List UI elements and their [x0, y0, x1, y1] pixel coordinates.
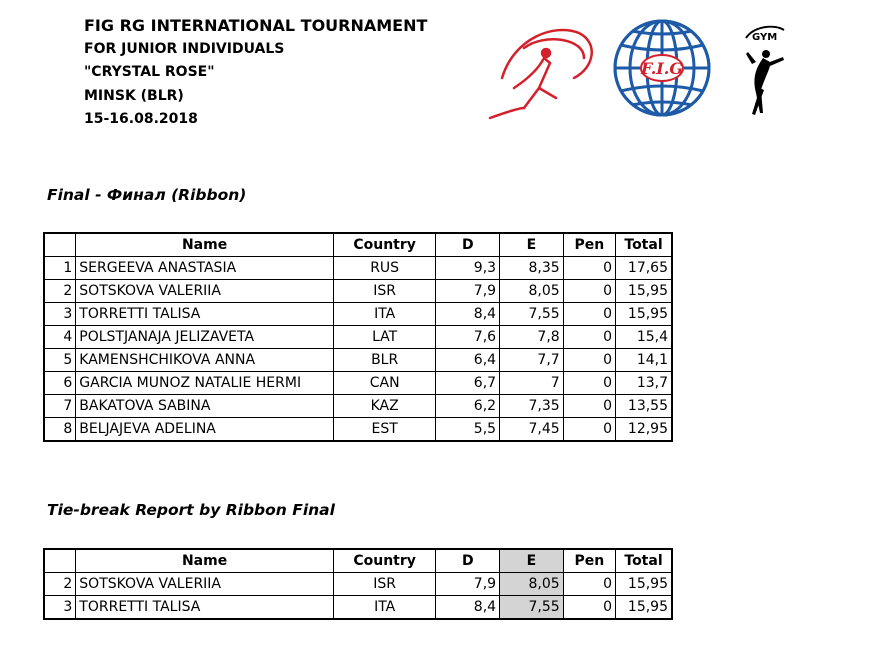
rank-cell: 2 — [44, 573, 76, 596]
tournament-header — [84, 14, 427, 132]
final-title: Final - Финал (Ribbon) — [47, 186, 247, 204]
e-score-cell: 8,35 — [500, 257, 564, 280]
logos — [484, 18, 804, 123]
header-line-1: FIG RG INTERNATIONAL TOURNAMENT — [84, 16, 428, 35]
gym-logo-text: GYM — [752, 32, 778, 43]
table-row — [44, 372, 672, 395]
rank-cell: 6 — [44, 372, 76, 395]
d-score-cell: 9,3 — [436, 257, 500, 280]
country-cell: RUS — [333, 257, 436, 280]
pen-cell: 0 — [563, 372, 615, 395]
pen-cell: 0 — [563, 596, 615, 620]
e-score-cell: 7,35 — [500, 395, 564, 418]
total-cell: 14,1 — [616, 349, 673, 372]
pen-cell: 0 — [563, 326, 615, 349]
col-e-header: E — [500, 233, 564, 257]
e-score-cell: 7,55 — [500, 303, 564, 326]
country-cell: CAN — [333, 372, 436, 395]
header-line-5: 15-16.08.2018 — [84, 111, 198, 127]
ribbon-gymnast-logo — [490, 30, 592, 118]
col-d-header: D — [436, 233, 500, 257]
table-row — [44, 573, 672, 596]
pen-cell: 0 — [563, 257, 615, 280]
country-cell: ITA — [333, 303, 436, 326]
col-e-header: E — [500, 549, 564, 573]
total-cell: 17,65 — [616, 257, 673, 280]
d-score-cell: 7,6 — [436, 326, 500, 349]
d-score-cell: 7,9 — [436, 280, 500, 303]
header-line-3: "CRYSTAL ROSE" — [84, 64, 215, 80]
rank-cell: 1 — [44, 257, 76, 280]
total-cell: 15,95 — [616, 596, 673, 620]
table-row — [44, 257, 672, 280]
rank-cell: 5 — [44, 349, 76, 372]
e-score-cell: 7,55 — [500, 596, 564, 620]
col-rank-header — [44, 233, 76, 257]
pen-cell: 0 — [563, 418, 615, 442]
pen-cell: 0 — [563, 395, 615, 418]
country-cell: ITA — [333, 596, 436, 620]
fig-globe-logo — [615, 21, 709, 115]
d-score-cell: 7,9 — [436, 573, 500, 596]
rank-cell: 7 — [44, 395, 76, 418]
tiebreak-title: Tie-break Report by Ribbon Final — [47, 501, 335, 519]
final-header-row — [44, 233, 672, 257]
col-rank-header — [44, 549, 76, 573]
col-country-header: Country — [333, 549, 436, 573]
d-score-cell: 6,2 — [436, 395, 500, 418]
header-line-2: FOR JUNIOR INDIVIDUALS — [84, 40, 285, 57]
name-cell: TORRETTI TALISA — [76, 303, 334, 326]
d-score-cell: 8,4 — [436, 596, 500, 620]
e-score-cell: 7,45 — [500, 418, 564, 442]
name-cell: BAKATOVA SABINA — [76, 395, 334, 418]
name-cell: GARCIA MUNOZ NATALIE HERMI — [76, 372, 334, 395]
table-row — [44, 596, 672, 620]
tiebreak-table — [43, 548, 673, 620]
total-cell: 15,95 — [616, 573, 673, 596]
country-cell: BLR — [333, 349, 436, 372]
col-pen-header: Pen — [563, 233, 615, 257]
d-score-cell: 6,7 — [436, 372, 500, 395]
final-results-table — [43, 232, 673, 442]
name-cell: SOTSKOVA VALERIIA — [76, 280, 334, 303]
tiebreak-header-row — [44, 549, 672, 573]
country-cell: LAT — [333, 326, 436, 349]
rank-cell: 4 — [44, 326, 76, 349]
e-score-cell: 8,05 — [500, 280, 564, 303]
col-total-header: Total — [616, 233, 673, 257]
d-score-cell: 8,4 — [436, 303, 500, 326]
e-score-cell: 7 — [500, 372, 564, 395]
rank-cell: 2 — [44, 280, 76, 303]
rank-cell: 3 — [44, 303, 76, 326]
d-score-cell: 5,5 — [436, 418, 500, 442]
country-cell: EST — [333, 418, 436, 442]
country-cell: ISR — [333, 280, 436, 303]
table-row — [44, 280, 672, 303]
rank-cell: 8 — [44, 418, 76, 442]
pen-cell: 0 — [563, 349, 615, 372]
total-cell: 15,95 — [616, 280, 673, 303]
table-row — [44, 303, 672, 326]
name-cell: SOTSKOVA VALERIIA — [76, 573, 334, 596]
pen-cell: 0 — [563, 280, 615, 303]
e-score-cell: 8,05 — [500, 573, 564, 596]
name-cell: KAMENSHCHIKOVA ANNA — [76, 349, 334, 372]
e-score-cell: 7,8 — [500, 326, 564, 349]
col-country-header: Country — [333, 233, 436, 257]
rank-cell: 3 — [44, 596, 76, 620]
fig-logo-text: F.I.G — [640, 59, 684, 78]
total-cell: 15,4 — [616, 326, 673, 349]
col-d-header: D — [436, 549, 500, 573]
e-score-cell: 7,7 — [500, 349, 564, 372]
gymnast-silhouette-logo — [746, 27, 784, 115]
col-name-header: Name — [76, 549, 334, 573]
table-row — [44, 349, 672, 372]
table-row — [44, 418, 672, 442]
name-cell: TORRETTI TALISA — [76, 596, 334, 620]
total-cell: 15,95 — [616, 303, 673, 326]
header-line-4: MINSK (BLR) — [84, 87, 184, 104]
total-cell: 12,95 — [616, 418, 673, 442]
d-score-cell: 6,4 — [436, 349, 500, 372]
pen-cell: 0 — [563, 573, 615, 596]
table-row — [44, 326, 672, 349]
name-cell: POLSTJANAJA JELIZAVETA — [76, 326, 334, 349]
col-pen-header: Pen — [563, 549, 615, 573]
country-cell: ISR — [333, 573, 436, 596]
total-cell: 13,7 — [616, 372, 673, 395]
col-name-header: Name — [76, 233, 334, 257]
name-cell: BELJAJEVA ADELINA — [76, 418, 334, 442]
pen-cell: 0 — [563, 303, 615, 326]
name-cell: SERGEEVA ANASTASIA — [76, 257, 334, 280]
table-row — [44, 395, 672, 418]
country-cell: KAZ — [333, 395, 436, 418]
total-cell: 13,55 — [616, 395, 673, 418]
col-total-header: Total — [616, 549, 673, 573]
